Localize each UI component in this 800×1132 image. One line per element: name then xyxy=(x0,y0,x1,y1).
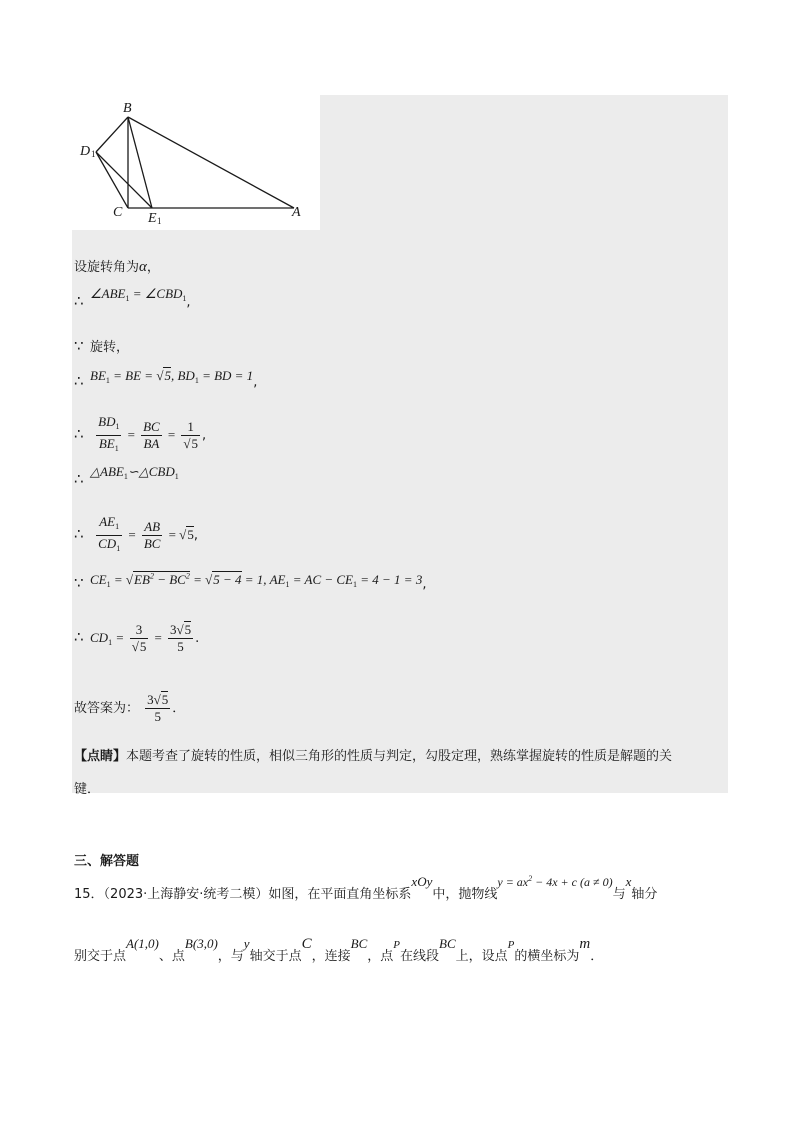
label-D-sub: 1 xyxy=(91,149,96,159)
segment-BE1 xyxy=(128,117,152,208)
section-heading: 三、解答题 xyxy=(74,854,140,869)
equation-7: ∴ $CD_1$ = $\frac{3}{√5}$ = $\frac{3√5}{5}$ . xyxy=(74,622,200,654)
equation-1: ∴ $\angle ABE_1$ = $\angle CBD_1$, xyxy=(74,286,191,310)
equation-6: ∵ $CE_1 = √EB^2 - BC^2 = √5 - 4 = 1$, $AE_1$ = AC − $CE_1 = 4 - 1 = 3$, xyxy=(74,571,427,592)
because-line: ∵ 旋转， xyxy=(74,337,130,355)
equation-3: ∴ $\frac{BD_1}{BE_1}$ = $\frac{BC}{BA}$ = $\frac{1}{√5}$ , xyxy=(74,414,207,453)
comment-line-2: 键． xyxy=(74,782,101,797)
rotation-line: 设旋转角为α， xyxy=(74,259,160,275)
equation-5: ∴ $\frac{AE_1}{CD_1}$ = $\frac{AB}{BC}$ = √5, xyxy=(74,514,198,553)
segment-D1E1 xyxy=(96,152,152,208)
equation-2: ∴ $BE_1$ = BE = √5, $BD_1$ = BD = 1, xyxy=(74,368,258,390)
segment-BD1 xyxy=(96,117,128,152)
label-E: E xyxy=(148,211,157,226)
label-B: B xyxy=(123,101,132,116)
question-line-1: 15．（2023·上海静安·统考二模）如图，在平面直角坐标系xOy中，抛物线$y = ax^2 - 4x + c$ (a ≠ 0)与x轴分 xyxy=(74,874,658,902)
comment-line-1: 【点睛】本题考查了旋转的性质，相似三角形的性质与判定，勾股定理，熟练掌握旋转的性质是解题的关 xyxy=(74,749,673,764)
label-A: A xyxy=(292,205,301,220)
label-C: C xyxy=(113,205,123,220)
question-line-2: 别交于点A(1,0)、点B(3,0)，与y轴交于点C，连接BC，点P在线段BC上，设点P的横坐标为m． xyxy=(74,936,604,964)
answer-line: 故答案为： $\frac{3√5}{5}$ ． xyxy=(74,692,186,724)
label-D: D xyxy=(80,144,91,159)
label-E-sub: 1 xyxy=(157,216,162,226)
geometry-figure xyxy=(72,95,320,230)
equation-4: ∴ $\triangle ABE_1∽\triangle CBD_1$ xyxy=(74,464,179,488)
segment-BA xyxy=(128,117,294,208)
